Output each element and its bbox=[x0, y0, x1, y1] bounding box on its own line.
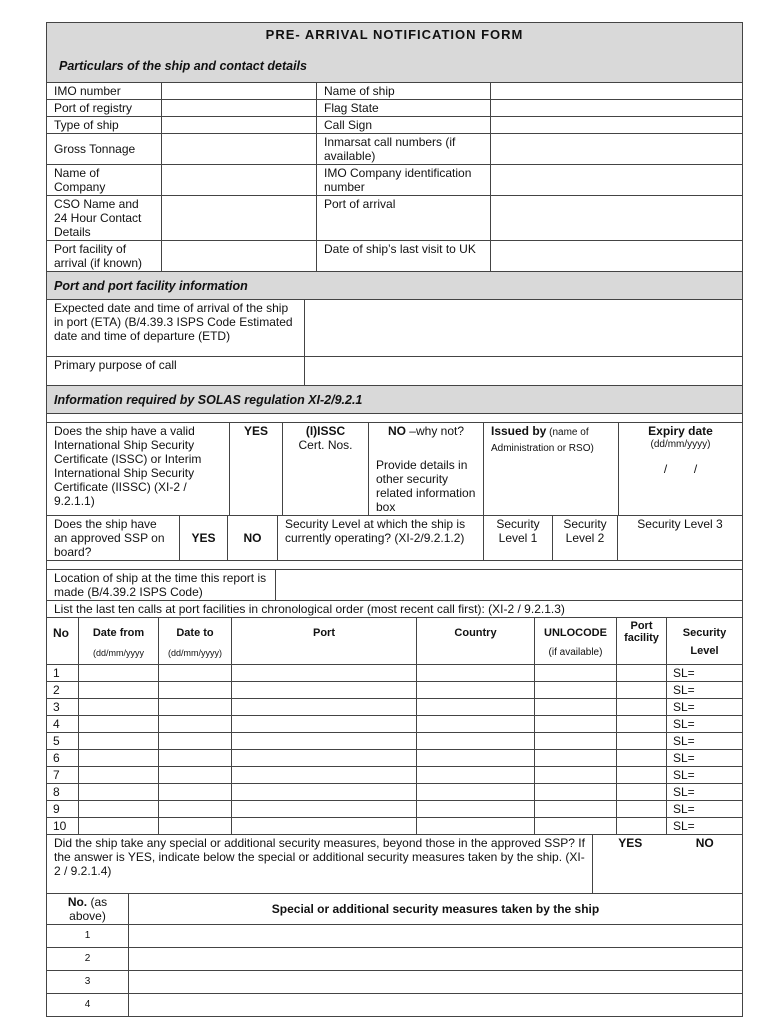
call-security-level-cell[interactable]: SL= bbox=[667, 800, 743, 817]
call-port-cell[interactable] bbox=[232, 800, 417, 817]
call-country-cell[interactable] bbox=[417, 698, 535, 715]
port-registry-label: Port of registry bbox=[47, 100, 162, 117]
measures-no-note: (as above) bbox=[69, 894, 108, 923]
flag-state-label: Flag State bbox=[317, 100, 491, 117]
call-unlocode-cell[interactable] bbox=[535, 800, 617, 817]
issc-yes-label: YES bbox=[243, 424, 268, 438]
issc-cert-title: (I)ISSC bbox=[305, 424, 346, 438]
call-unlocode-cell[interactable] bbox=[535, 766, 617, 783]
call-port-facility-cell[interactable] bbox=[617, 732, 667, 749]
ssp-yes-label: YES bbox=[191, 531, 216, 545]
call-port-cell[interactable] bbox=[232, 783, 417, 800]
call-no-cell: 10 bbox=[47, 817, 79, 834]
measure-input[interactable] bbox=[129, 924, 743, 947]
call-no-cell: 2 bbox=[47, 681, 79, 698]
purpose-label: Primary purpose of call bbox=[47, 357, 305, 386]
call-country-cell[interactable] bbox=[417, 664, 535, 681]
spacer-row bbox=[47, 414, 743, 423]
call-country-cell[interactable] bbox=[417, 766, 535, 783]
cso-label: CSO Name and 24 Hour Contact Details bbox=[47, 196, 162, 241]
col-unlocode-header bbox=[535, 618, 617, 664]
measure-input[interactable] bbox=[129, 947, 743, 970]
ship-name-input[interactable] bbox=[491, 83, 743, 100]
date-from-format: (dd/mm/yyyy bbox=[92, 648, 144, 658]
security-level-1-label: Security Level 1 bbox=[496, 517, 540, 545]
call-port-cell[interactable] bbox=[232, 664, 417, 681]
issc-question: Does the ship have a valid International Ship Security Certificate (ISSC) or Interim International Ship Security Certificate (IISSC) (XI-2 / 9.2.1.1) bbox=[47, 423, 230, 516]
call-port-cell[interactable] bbox=[232, 681, 417, 698]
call-unlocode-cell[interactable] bbox=[535, 749, 617, 766]
call-date-from-cell[interactable] bbox=[79, 766, 159, 783]
call-unlocode-cell[interactable] bbox=[535, 698, 617, 715]
call-date-from-cell[interactable] bbox=[79, 715, 159, 732]
call-date-from-cell[interactable] bbox=[79, 783, 159, 800]
ship-particulars-table bbox=[46, 22, 743, 272]
call-date-to-cell[interactable] bbox=[159, 783, 232, 800]
call-date-to-cell[interactable] bbox=[159, 664, 232, 681]
date-from-title: Date from bbox=[92, 627, 145, 639]
purpose-input[interactable] bbox=[305, 357, 743, 386]
call-unlocode-cell[interactable] bbox=[535, 817, 617, 834]
call-date-from-cell[interactable] bbox=[79, 749, 159, 766]
call-unlocode-cell[interactable] bbox=[535, 715, 617, 732]
section3-heading: Information required by SOLAS regulation XI-2/9.2.1 bbox=[47, 386, 743, 414]
measures-body bbox=[47, 924, 743, 1016]
company-name-label: Name of Company bbox=[47, 165, 162, 196]
call-date-from-cell[interactable] bbox=[79, 817, 159, 834]
call-country-cell[interactable] bbox=[417, 800, 535, 817]
call-sign-label: Call Sign bbox=[317, 117, 491, 134]
table-row bbox=[47, 681, 743, 698]
ship-type-label: Type of ship bbox=[47, 117, 162, 134]
measures-col-header: Special or additional security measures taken by the ship bbox=[129, 894, 743, 925]
special-no-label: NO bbox=[695, 835, 714, 850]
table-row bbox=[47, 993, 743, 1016]
cso-input[interactable] bbox=[162, 196, 317, 241]
issc-cert-sub: Cert. Nos. bbox=[298, 438, 353, 452]
call-security-level-cell[interactable]: SL= bbox=[667, 732, 743, 749]
ssp-table bbox=[46, 516, 743, 561]
expiry-date-input[interactable]: / / bbox=[663, 462, 698, 476]
call-date-to-cell[interactable] bbox=[159, 732, 232, 749]
call-port-cell[interactable] bbox=[232, 766, 417, 783]
call-no-cell: 9 bbox=[47, 800, 79, 817]
call-date-to-cell[interactable] bbox=[159, 749, 232, 766]
call-country-cell[interactable] bbox=[417, 715, 535, 732]
expiry-format: (dd/mm/yyyy) bbox=[650, 439, 711, 450]
call-security-level-cell[interactable]: SL= bbox=[667, 698, 743, 715]
issc-table bbox=[46, 414, 743, 516]
call-date-to-cell[interactable] bbox=[159, 817, 232, 834]
call-date-from-cell[interactable] bbox=[79, 681, 159, 698]
location-table bbox=[46, 561, 743, 618]
call-date-from-cell[interactable] bbox=[79, 800, 159, 817]
unlocode-sub: (if available) bbox=[548, 647, 603, 658]
call-no-cell: 4 bbox=[47, 715, 79, 732]
call-unlocode-cell[interactable] bbox=[535, 783, 617, 800]
security-level-2-box[interactable] bbox=[553, 516, 618, 561]
security-level-question: Security Level at which the ship is currently operating? (XI-2/9.2.1.2) bbox=[278, 516, 484, 561]
measures-list-table bbox=[46, 894, 743, 1017]
table-row bbox=[47, 749, 743, 766]
imo-number-label: IMO number bbox=[47, 83, 162, 100]
measures-no-title: No. bbox=[67, 894, 88, 909]
measure-no-cell: 4 bbox=[47, 993, 129, 1016]
col-no-header: No bbox=[47, 618, 79, 664]
section2-heading: Port and port facility information bbox=[47, 272, 743, 300]
col-date-from-header bbox=[79, 618, 159, 664]
issc-no-label: NO bbox=[387, 424, 406, 438]
measure-input[interactable] bbox=[129, 993, 743, 1016]
port-calls-table bbox=[46, 618, 743, 835]
col-date-to-header bbox=[159, 618, 232, 664]
company-name-input[interactable] bbox=[162, 165, 317, 196]
table-row bbox=[47, 766, 743, 783]
call-no-cell: 1 bbox=[47, 664, 79, 681]
date-to-title: Date to bbox=[176, 627, 214, 639]
measure-no-cell: 1 bbox=[47, 924, 129, 947]
gross-tonnage-label: Gross Tonnage bbox=[47, 134, 162, 165]
form-header bbox=[47, 23, 743, 83]
imo-company-id-input[interactable] bbox=[491, 165, 743, 196]
ssp-question: Does the ship have an approved SSP on board? bbox=[47, 516, 180, 561]
inmarsat-input[interactable] bbox=[491, 134, 743, 165]
port-facility-label: Port facility of arrival (if known) bbox=[47, 241, 162, 272]
port-calls-body bbox=[47, 664, 743, 834]
call-sign-input[interactable] bbox=[491, 117, 743, 134]
special-no-box[interactable] bbox=[668, 835, 743, 894]
call-port-cell[interactable] bbox=[232, 715, 417, 732]
call-security-level-cell[interactable]: SL= bbox=[667, 783, 743, 800]
measure-no-cell: 2 bbox=[47, 947, 129, 970]
gross-tonnage-input[interactable] bbox=[162, 134, 317, 165]
ssp-no-box[interactable] bbox=[228, 516, 278, 561]
section1-heading: Particulars of the ship and contact details bbox=[59, 59, 307, 73]
col-port-facility-header: Port facility bbox=[617, 618, 667, 664]
call-unlocode-cell[interactable] bbox=[535, 732, 617, 749]
call-port-facility-cell[interactable] bbox=[617, 817, 667, 834]
issc-yes-box[interactable] bbox=[230, 423, 283, 516]
expiry-box[interactable] bbox=[619, 423, 743, 516]
flag-state-input[interactable] bbox=[491, 100, 743, 117]
call-security-level-cell[interactable]: SL= bbox=[667, 681, 743, 698]
eta-label: Expected date and time of arrival of the ship in port (ETA) (B/4.39.3 ISPS Code Estimated date and time of departure (ETD) bbox=[47, 300, 305, 357]
security-sub: Level bbox=[690, 645, 719, 657]
security-title: Security bbox=[682, 627, 727, 639]
issc-no-details: Provide details in other security related information box bbox=[376, 458, 476, 514]
security-level-2-label: Security Level 2 bbox=[563, 517, 607, 545]
call-port-cell[interactable] bbox=[232, 698, 417, 715]
issc-why-not: –why not? bbox=[405, 424, 465, 438]
call-port-facility-cell[interactable] bbox=[617, 715, 667, 732]
inmarsat-label-text: Inmarsat call numbers (if available) bbox=[324, 135, 456, 163]
table-row bbox=[47, 698, 743, 715]
call-no-cell: 3 bbox=[47, 698, 79, 715]
measure-input[interactable] bbox=[129, 970, 743, 993]
call-security-level-cell[interactable]: SL= bbox=[667, 817, 743, 834]
last-visit-label: Date of ship’s last visit to UK bbox=[317, 241, 491, 272]
inmarsat-label bbox=[317, 134, 491, 165]
call-country-cell[interactable] bbox=[417, 732, 535, 749]
last-visit-input[interactable] bbox=[491, 241, 743, 272]
special-measures-question: Did the ship take any special or additional security measures, beyond those in the approved SSP? If the answer is YES, indicate below the special or additional security measures taken by the ship. (XI-2 / 9.2.1.4) bbox=[47, 835, 593, 894]
table-row bbox=[47, 715, 743, 732]
location-input[interactable] bbox=[276, 570, 743, 601]
call-port-cell[interactable] bbox=[232, 817, 417, 834]
measures-col-no-header bbox=[47, 894, 129, 925]
call-date-from-cell[interactable] bbox=[79, 698, 159, 715]
call-security-level-cell[interactable]: SL= bbox=[667, 749, 743, 766]
call-country-cell[interactable] bbox=[417, 749, 535, 766]
table-row bbox=[47, 732, 743, 749]
call-date-from-cell[interactable] bbox=[79, 732, 159, 749]
pre-arrival-form bbox=[46, 22, 742, 1017]
date-to-format: (dd/mm/yyyy) bbox=[168, 648, 222, 658]
call-date-to-cell[interactable] bbox=[159, 800, 232, 817]
spacer-row bbox=[47, 561, 743, 570]
table-row bbox=[47, 783, 743, 800]
call-port-cell[interactable] bbox=[232, 732, 417, 749]
table-row bbox=[47, 664, 743, 681]
issc-cert-nos-box[interactable] bbox=[283, 423, 369, 516]
call-unlocode-cell[interactable] bbox=[535, 681, 617, 698]
measure-no-cell: 3 bbox=[47, 970, 129, 993]
table-row bbox=[47, 924, 743, 947]
call-date-to-cell[interactable] bbox=[159, 766, 232, 783]
call-port-facility-cell[interactable] bbox=[617, 698, 667, 715]
ship-name-label: Name of ship bbox=[317, 83, 491, 100]
call-port-facility-cell[interactable] bbox=[617, 766, 667, 783]
issued-by-note: (name of Administration or RSO) bbox=[491, 427, 594, 454]
port-info-table bbox=[46, 272, 743, 414]
table-row bbox=[47, 947, 743, 970]
special-yes-box[interactable] bbox=[593, 835, 668, 894]
call-port-facility-cell[interactable] bbox=[617, 800, 667, 817]
ssp-yes-box[interactable] bbox=[180, 516, 228, 561]
port-arrival-input[interactable] bbox=[491, 196, 743, 241]
port-registry-input[interactable] bbox=[162, 100, 317, 117]
call-date-to-cell[interactable] bbox=[159, 698, 232, 715]
security-level-1-box[interactable] bbox=[484, 516, 553, 561]
table-row bbox=[47, 800, 743, 817]
call-date-from-cell[interactable] bbox=[79, 664, 159, 681]
call-country-cell[interactable] bbox=[417, 817, 535, 834]
call-date-to-cell[interactable] bbox=[159, 715, 232, 732]
expiry-title: Expiry date bbox=[648, 424, 713, 438]
table-row bbox=[47, 817, 743, 834]
call-port-facility-cell[interactable] bbox=[617, 664, 667, 681]
call-security-level-cell[interactable]: SL= bbox=[667, 664, 743, 681]
table-row bbox=[47, 970, 743, 993]
call-no-cell: 5 bbox=[47, 732, 79, 749]
call-port-cell[interactable] bbox=[232, 749, 417, 766]
issued-by-box[interactable] bbox=[484, 423, 619, 516]
special-yes-label: YES bbox=[618, 835, 643, 850]
col-country-header: Country bbox=[417, 618, 535, 664]
issc-no-box[interactable] bbox=[369, 423, 484, 516]
col-port-header: Port bbox=[232, 618, 417, 664]
call-date-to-cell[interactable] bbox=[159, 681, 232, 698]
call-no-cell: 8 bbox=[47, 783, 79, 800]
call-no-cell: 6 bbox=[47, 749, 79, 766]
call-port-facility-cell[interactable] bbox=[617, 681, 667, 698]
call-unlocode-cell[interactable] bbox=[535, 664, 617, 681]
call-no-cell: 7 bbox=[47, 766, 79, 783]
call-port-facility-cell[interactable] bbox=[617, 749, 667, 766]
security-level-3-label: Security Level 3 bbox=[637, 517, 723, 531]
imo-number-input[interactable] bbox=[162, 83, 317, 100]
call-port-facility-cell[interactable] bbox=[617, 783, 667, 800]
port-facility-input[interactable] bbox=[162, 241, 317, 272]
ssp-no-label: NO bbox=[243, 531, 262, 545]
eta-input[interactable] bbox=[305, 300, 743, 357]
call-security-level-cell[interactable]: SL= bbox=[667, 715, 743, 732]
location-label: Location of ship at the time this report is made (B/4.39.2 ISPS Code) bbox=[47, 570, 276, 601]
call-country-cell[interactable] bbox=[417, 681, 535, 698]
last-calls-label: List the last ten calls at port facilities in chronological order (most recent call first): (XI-2 / 9.2.1.3) bbox=[47, 601, 743, 618]
call-country-cell[interactable] bbox=[417, 783, 535, 800]
special-measures-table bbox=[46, 835, 743, 894]
imo-company-id-label: IMO Company identification number bbox=[317, 165, 491, 196]
form-title: PRE- ARRIVAL NOTIFICATION FORM bbox=[265, 27, 524, 42]
issued-by-label: Issued by bbox=[491, 424, 547, 438]
unlocode-title: UNLOCODE bbox=[544, 627, 607, 639]
col-security-header bbox=[667, 618, 743, 664]
call-security-level-cell[interactable]: SL= bbox=[667, 766, 743, 783]
security-level-3-box[interactable] bbox=[618, 516, 743, 561]
ship-type-input[interactable] bbox=[162, 117, 317, 134]
port-arrival-label: Port of arrival bbox=[317, 196, 491, 241]
